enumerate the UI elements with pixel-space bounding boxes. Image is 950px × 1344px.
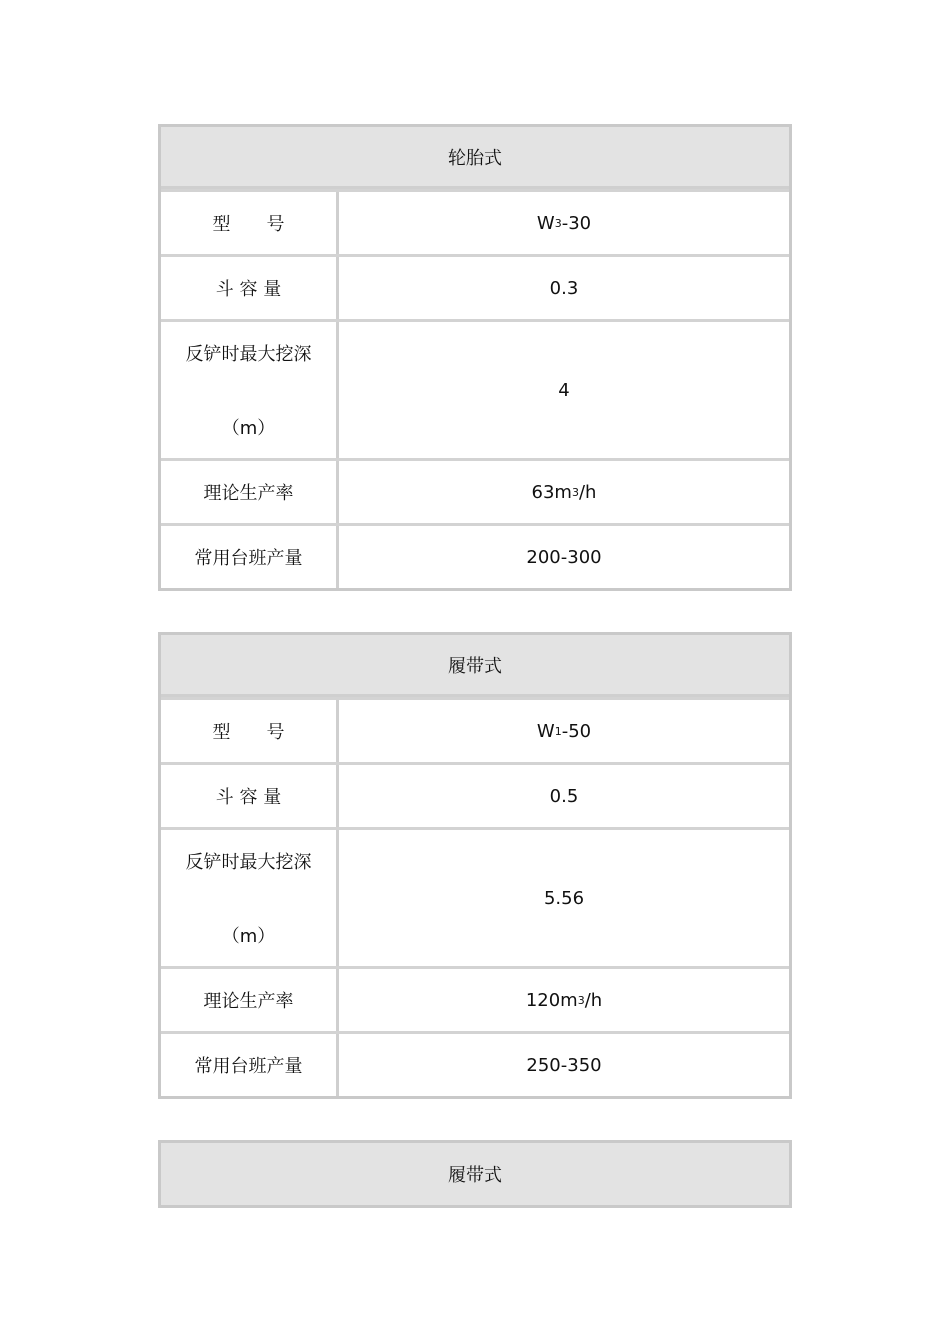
row-label: 常用台班产量 <box>161 526 339 588</box>
table-row-max-dig-depth <box>161 827 789 966</box>
table-row-shift-output <box>161 1031 789 1096</box>
table-row-model <box>161 697 789 762</box>
spec-table-wheeled <box>158 124 792 591</box>
row-label: 理论生产率 <box>161 461 339 523</box>
row-label: 型 号 <box>161 700 339 762</box>
table-row-bucket-capacity <box>161 254 789 319</box>
spec-table-crawler <box>158 632 792 1099</box>
row-label: 反铲时最大挖深 （m） <box>161 830 339 966</box>
row-label: 反铲时最大挖深 （m） <box>161 322 339 458</box>
row-label: 理论生产率 <box>161 969 339 1031</box>
spec-table-crawler-2 <box>158 1140 792 1208</box>
table-row-theoretical-output <box>161 966 789 1031</box>
row-label: 常用台班产量 <box>161 1034 339 1096</box>
row-label: 型 号 <box>161 192 339 254</box>
table-row-bucket-capacity <box>161 762 789 827</box>
row-value: 5.56 <box>543 887 585 909</box>
table-row-max-dig-depth <box>161 319 789 458</box>
row-value: 0.5 <box>549 785 579 807</box>
row-label: 斗 容 量 <box>161 765 339 827</box>
row-value: W 1 -50 <box>536 720 592 742</box>
row-value: 63m 3 /h <box>531 481 597 503</box>
table-row-shift-output <box>161 523 789 588</box>
row-value: 200-300 <box>526 546 602 568</box>
row-value: 120m 3 /h <box>525 989 603 1011</box>
row-value: W 3 -30 <box>536 212 592 234</box>
table-title: 履带式 <box>161 1143 789 1205</box>
row-label: 斗 容 量 <box>161 257 339 319</box>
table-row-model <box>161 189 789 254</box>
row-value: 4 <box>558 379 570 401</box>
table-row-theoretical-output <box>161 458 789 523</box>
table-title: 履带式 <box>161 635 789 697</box>
table-title: 轮胎式 <box>161 127 789 189</box>
row-value: 250-350 <box>526 1054 602 1076</box>
row-value: 0.3 <box>549 277 579 299</box>
